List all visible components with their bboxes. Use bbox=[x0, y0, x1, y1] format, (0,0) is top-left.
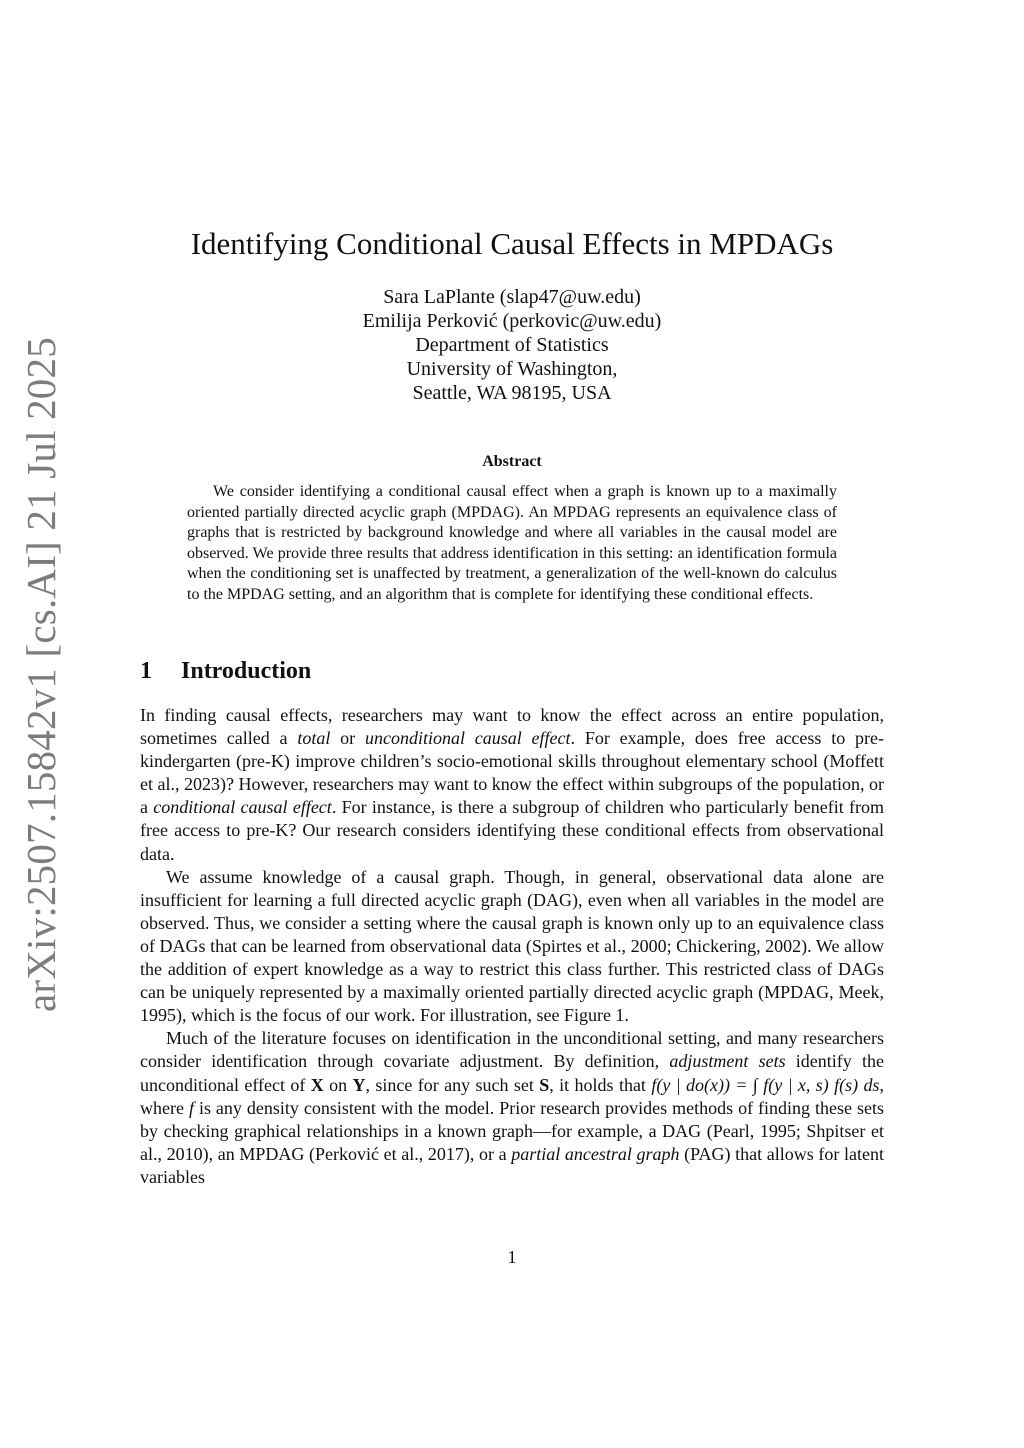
text-run: (PAG) that allows for latent variables bbox=[140, 1143, 884, 1187]
abstract-text: We consider identifying a conditional causal effect when a graph is known up to a maximally oriented partially directed acyclic graph (MPDAG). An MPDAG represents an equivalence class of graphs that is restricted by background knowledge and where all variables in the causal model are observed. We provide three results that address identification in this setting: an identification formula when the conditioning set is unaffected by treatment, a generalization of the well-known do calculus to the MPDAG setting, and an algorithm that is complete for identifying these conditional effects. bbox=[187, 483, 837, 603]
math-vector-y: Y bbox=[352, 1074, 366, 1095]
text-run: , it holds that bbox=[549, 1074, 652, 1095]
text-run: , since for any such set bbox=[365, 1074, 540, 1095]
text-run: is any density consistent with the model. Prior research provides methods of finding these sets by checking graphical relationships in a known graph—for example, a DAG (Pearl, 1995; Shpitser et al., 2010), an MPDAG (Perković et al., 2017), or a bbox=[140, 1097, 884, 1164]
text-run: , where bbox=[140, 1074, 885, 1118]
text-run: . For instance, is there a subgroup of children who particularly benefit from free access to pre-K? Our research considers identifying these conditional effects from observational data. bbox=[140, 797, 885, 864]
text-run: In finding causal effects, researchers may want to know the effect across an entire population, sometimes called a bbox=[140, 705, 884, 749]
author-block bbox=[0, 285, 1024, 405]
text-run: or bbox=[330, 728, 365, 749]
author-line: Emilija Perković (perkovic@uw.edu) bbox=[362, 310, 662, 332]
math-vector-x: X bbox=[310, 1074, 324, 1095]
paragraph-1 bbox=[140, 704, 884, 866]
affiliation-line: Department of Statistics bbox=[415, 334, 609, 356]
page-number: 1 bbox=[507, 1247, 517, 1267]
section-title: Introduction bbox=[181, 658, 312, 684]
text-run: identify the unconditional effect of bbox=[140, 1051, 884, 1095]
emphasis-term: adjustment sets bbox=[669, 1051, 786, 1072]
arxiv-identifier-stamp: arXiv:2507.15842v1 [cs.AI] 21 Jul 2025 bbox=[18, 337, 64, 1012]
paragraph-2: We assume knowledge of a causal graph. Though, in general, observational data alone are insufficient for learning a full directed acyclic graph (DAG), even when all variables in the model are observed. Thus, we consider a setting where the causal graph is known only up to an equivalence class of DAGs that can be learned from observational data (Spirtes et al., 2000; Chickering, 2002). We allow the addition of expert knowledge as a way to restrict this class further. This restricted class of DAGs can be uniquely represented by a maximally oriented partially directed acyclic graph (MPDAG, Meek, 1995), which is the focus of our work. For illustration, see Figure 1. bbox=[140, 866, 884, 1026]
math-variable-f: f bbox=[188, 1097, 194, 1118]
author-line: Sara LaPlante (slap47@uw.edu) bbox=[383, 286, 641, 308]
text-run: . For example, does free access to pre-kindergarten (pre-K) improve children’s socio-emotional skills throughout elementary school (Moffett et al., 2023)? However, researchers may want to know the effect within subgroups of the population, or a bbox=[140, 728, 884, 818]
paper-title: Identifying Conditional Causal Effects in MPDAGs bbox=[190, 226, 834, 261]
math-vector-s: S bbox=[539, 1074, 550, 1095]
affiliation-line: University of Washington, bbox=[406, 358, 618, 380]
emphasis-term: conditional causal effect bbox=[153, 797, 332, 818]
paragraph-3 bbox=[140, 1027, 884, 1189]
section-heading bbox=[140, 656, 311, 686]
section-number: 1 bbox=[140, 658, 152, 684]
affiliation-line: Seattle, WA 98195, USA bbox=[412, 382, 612, 404]
emphasis-term: unconditional causal effect bbox=[364, 728, 571, 749]
text-run: Much of the literature focuses on identification in the unconditional setting, and many researchers consider identification through covariate adjustment. By definition, bbox=[140, 1028, 884, 1072]
emphasis-term: partial ancestral graph bbox=[511, 1143, 680, 1164]
emphasis-term: total bbox=[297, 728, 331, 749]
abstract-heading: Abstract bbox=[482, 453, 542, 470]
text-run: on bbox=[323, 1074, 353, 1095]
adjustment-formula: f(y | do(x)) = ∫ f(y | x, s) f(s) ds bbox=[651, 1074, 880, 1095]
body-text bbox=[140, 704, 884, 1189]
